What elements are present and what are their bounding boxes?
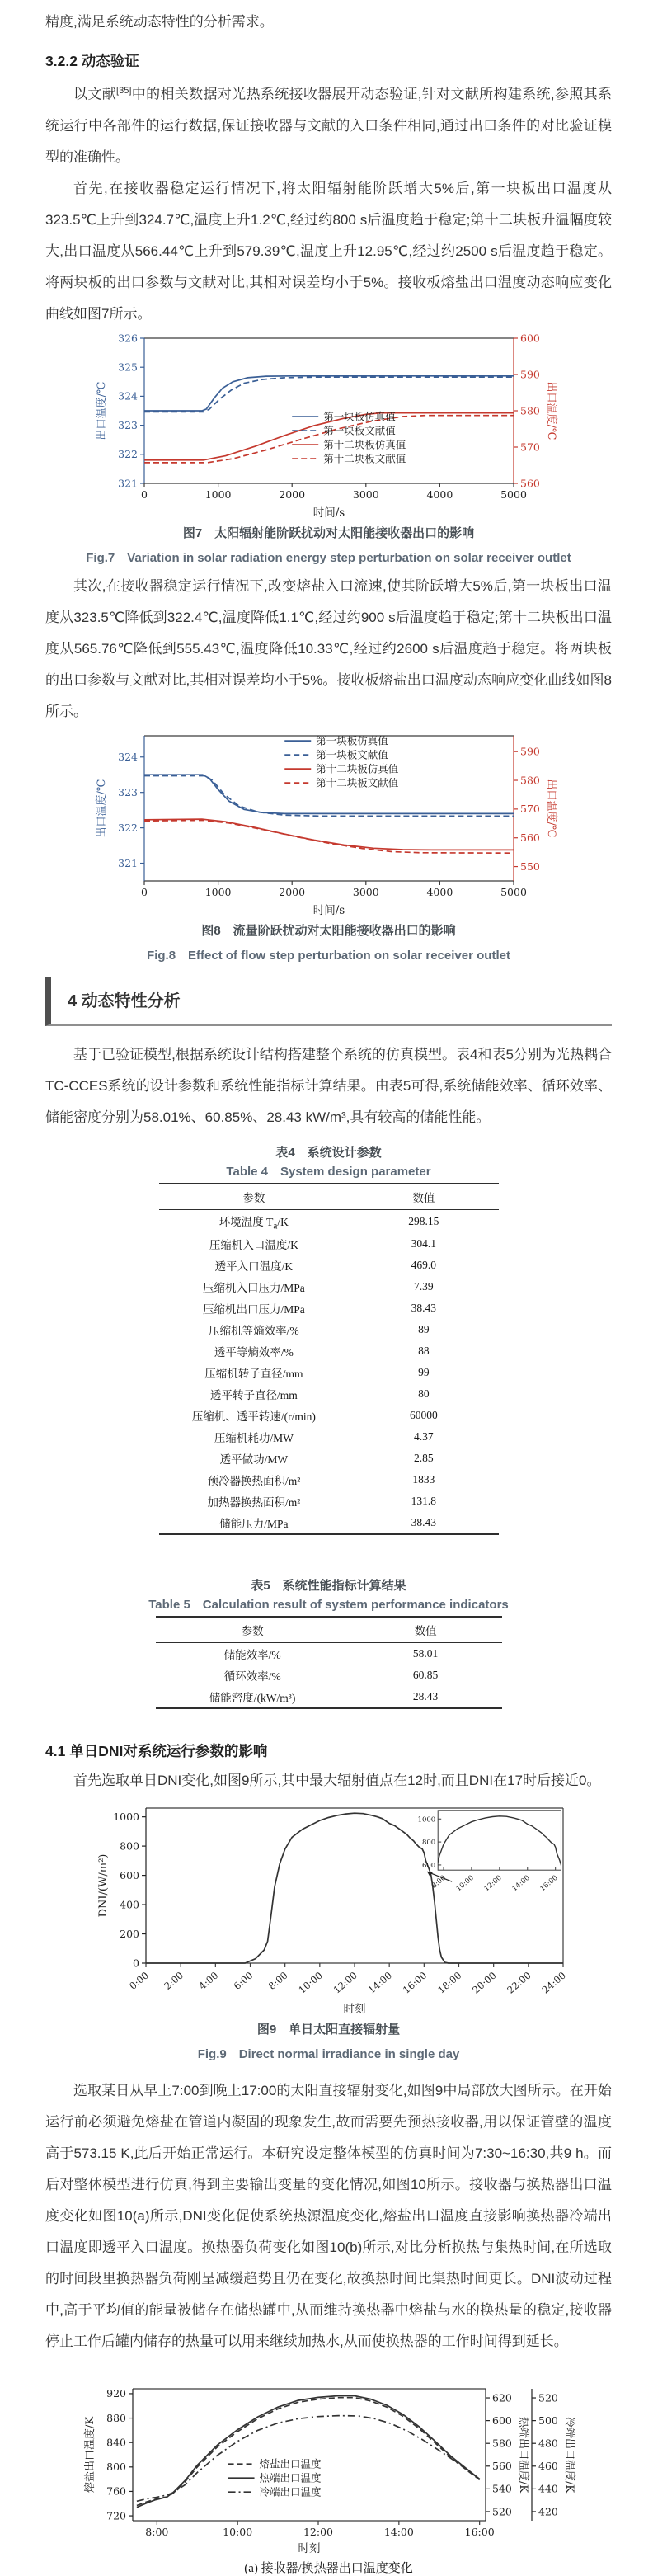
svg-text:500: 500 [538, 2414, 558, 2428]
svg-text:322: 322 [117, 821, 138, 834]
table-row [159, 1209, 499, 1233]
citation-35: [35] [116, 86, 132, 96]
figure10a-subcaption: (a) 接收器/换热器出口温度变化 [244, 2562, 413, 2576]
svg-text:22:00: 22:00 [504, 1969, 533, 1996]
svg-text:出口温度/℃: 出口温度/℃ [95, 381, 108, 440]
figure7-caption-cn: 图7 太阳辐射能阶跃扰动对太阳能接收器出口的影响 [182, 525, 475, 540]
svg-text:200: 200 [119, 1928, 139, 1941]
param-cell: 储能压力/MPa [219, 1518, 289, 1531]
svg-text:2:00: 2:00 [161, 1969, 186, 1993]
value-cell: 99 [418, 1366, 430, 1379]
svg-text:590: 590 [519, 745, 540, 758]
svg-text:第十二块板文献值: 第十二块板文献值 [315, 776, 398, 789]
svg-text:600: 600 [519, 331, 540, 344]
svg-text:600: 600 [491, 2414, 512, 2428]
svg-text:321: 321 [117, 856, 138, 869]
param-cell: 透平做功/MW [219, 1453, 289, 1467]
param-header: 参数 [156, 1617, 350, 1643]
svg-text:第一块板仿真值: 第一块板仿真值 [315, 734, 388, 747]
svg-text:24:00: 24:00 [539, 1969, 568, 1996]
svg-text:0: 0 [140, 885, 148, 898]
figure8-caption-cn: 图8 流量阶跃扰动对太阳能接收器出口的影响 [201, 923, 456, 938]
figure-7 [45, 332, 612, 566]
table-4 [159, 1183, 499, 1536]
svg-text:560: 560 [519, 831, 540, 844]
param-cell: 压缩机转子直径/mm [204, 1368, 303, 1381]
svg-text:冷端出口温度: 冷端出口温度 [259, 2486, 322, 2499]
svg-text:4000: 4000 [425, 885, 453, 898]
value-cell: 58.01 [412, 1647, 439, 1660]
svg-text:520: 520 [538, 2391, 558, 2404]
table-row [159, 1512, 499, 1534]
table-row [156, 1665, 502, 1686]
svg-text:第十二块板文献值: 第十二块板文献值 [322, 452, 406, 465]
table-row [159, 1340, 499, 1362]
svg-text:3000: 3000 [352, 487, 379, 501]
svg-text:325: 325 [117, 360, 138, 374]
value-cell: 38.43 [411, 1302, 437, 1315]
figure8-caption-en: Fig.8 Effect of flow step perturbation on solar receiver outlet [147, 948, 510, 963]
value-cell: 1833 [412, 1473, 435, 1486]
svg-text:时刻: 时刻 [343, 2003, 365, 2017]
paragraph-dni: 首先选取单日DNI变化,如图9所示,其中最大辐射值点在12时,而且DNI在17时后接近0。 [73, 1773, 601, 1789]
svg-text:4:00: 4:00 [195, 1969, 220, 1993]
value-cell: 7.39 [414, 1280, 434, 1293]
svg-text:800: 800 [106, 2461, 126, 2474]
svg-text:第一块板仿真值: 第一块板仿真值 [322, 410, 396, 423]
value-cell: 38.43 [411, 1516, 437, 1529]
validation-text-post: 中的相关数据对光热系统接收器展开动态验证,针对文献所构建系统,参照其系统运行中各部件的运行数据,保证接收器与文献的入口条件相同,通过出口条件的对比验证模型的准确性。 [45, 86, 612, 165]
svg-text:熔盐出口温度: 熔盐出口温度 [259, 2458, 322, 2471]
table4-caption-cn: 表4 系统设计参数 [275, 1145, 382, 1160]
table-4-block [45, 1143, 612, 1536]
table-row [159, 1255, 499, 1276]
svg-text:550: 550 [519, 859, 540, 873]
svg-text:580: 580 [519, 773, 540, 786]
svg-text:出口温度/℃: 出口温度/℃ [544, 779, 557, 838]
value-cell: 2.85 [414, 1452, 434, 1465]
svg-text:16:00: 16:00 [538, 1874, 560, 1894]
svg-text:第十二块板仿真值: 第十二块板仿真值 [315, 762, 398, 775]
param-cell: 储能密度/(kW/m³) [209, 1692, 296, 1705]
param-cell: 透平等熵效率/% [214, 1346, 294, 1359]
param-cell: 预冷器换热面积/m² [207, 1475, 301, 1488]
param-cell: 透平入口温度/K [214, 1260, 294, 1274]
param-cell: 压缩机入口压力/MPa [202, 1282, 305, 1295]
table-row [159, 1319, 499, 1340]
svg-text:DNI/(W/m²): DNI/(W/m²) [96, 1853, 110, 1918]
validation-text-pre: 以文献 [73, 86, 117, 102]
svg-text:580: 580 [491, 2437, 512, 2450]
value-cell: 60000 [409, 1409, 438, 1422]
figure9-caption-en: Fig.9 Direct normal irradiance in single day [197, 2047, 460, 2062]
svg-text:5000: 5000 [500, 885, 527, 898]
svg-text:1000: 1000 [204, 487, 232, 501]
svg-text:热端出口温度/K: 热端出口温度/K [516, 2417, 529, 2494]
svg-text:16:00: 16:00 [400, 1969, 429, 1996]
table-row [159, 1448, 499, 1469]
svg-text:920: 920 [106, 2387, 126, 2400]
svg-text:14:00: 14:00 [383, 2526, 414, 2539]
table-row [159, 1426, 499, 1448]
svg-text:570: 570 [519, 440, 540, 453]
paragraph-first-perturbation: 首先,在接收器稳定运行情况下,将太阳辐射能阶跃增大5%后,第一块板出口温度从323.5℃上升到324.7℃,温度上升1.2℃,经过约800 s后温度趋于稳定;第十二块板升温幅度较大,出口温度从566.44℃上升到579.39℃,温度上升12.95℃,经过约2500 s后温度趋于稳定。将两块板的出口参数与文献对比,其相对误差均小于5%。接收板熔盐出口温度动态响应变化曲线如图7所示。 [45, 180, 612, 322]
svg-text:10:00: 10:00 [454, 1874, 476, 1894]
heading-3-2-2: 3.2.2 动态验证 [45, 53, 139, 69]
svg-text:570: 570 [519, 802, 540, 815]
svg-text:第十二块板仿真值: 第十二块板仿真值 [322, 438, 406, 451]
table-header-row [156, 1617, 502, 1643]
svg-text:冷端出口温度/K: 冷端出口温度/K [562, 2417, 575, 2494]
svg-text:热端出口温度: 热端出口温度 [259, 2472, 322, 2485]
svg-text:323: 323 [117, 785, 138, 798]
svg-text:880: 880 [106, 2412, 126, 2425]
svg-text:12:00: 12:00 [331, 1969, 359, 1996]
param-cell: 压缩机等熵效率/% [209, 1325, 299, 1338]
svg-text:1000: 1000 [112, 1811, 139, 1824]
heading-4-1: 4.1 单日DNI对系统运行参数的影响 [45, 1743, 268, 1760]
table5-caption-en: Table 5 Calculation result of system performance indicators [148, 1598, 509, 1613]
svg-text:800: 800 [421, 1839, 435, 1848]
param-cell: 加热器换热面积/m² [207, 1496, 301, 1509]
svg-text:720: 720 [106, 2509, 126, 2522]
svg-text:560: 560 [519, 476, 540, 489]
svg-text:0: 0 [132, 1957, 139, 1970]
svg-text:14:00: 14:00 [365, 1969, 394, 1996]
svg-text:480: 480 [538, 2437, 558, 2450]
section-4-header: 4 动态特性分析 [45, 977, 612, 1026]
param-cell: 压缩机、透平转速/(r/min) [191, 1410, 316, 1424]
svg-text:840: 840 [106, 2436, 126, 2449]
svg-text:12:00: 12:00 [482, 1874, 504, 1894]
svg-text:324: 324 [117, 750, 138, 763]
svg-text:1000: 1000 [204, 885, 232, 898]
param-cell: 压缩机耗功/MW [214, 1432, 294, 1445]
table-row [159, 1491, 499, 1512]
table4-caption-en: Table 4 System design parameter [226, 1164, 431, 1179]
value-cell: 469.0 [411, 1259, 437, 1272]
table-row [159, 1469, 499, 1491]
value-cell: 88 [418, 1345, 430, 1358]
figure-8 [45, 729, 612, 963]
svg-text:8:00: 8:00 [265, 1969, 290, 1993]
figure9-caption-cn: 图9 单日太阳直接辐射量 [256, 2023, 401, 2037]
svg-text:322: 322 [117, 447, 138, 460]
table-row [159, 1405, 499, 1426]
table-row [156, 1686, 502, 1708]
svg-text:2000: 2000 [278, 885, 305, 898]
svg-text:14:00: 14:00 [510, 1874, 532, 1894]
svg-text:420: 420 [538, 2505, 558, 2518]
value-cell: 4.37 [414, 1430, 434, 1443]
param-cell: 储能效率/% [223, 1649, 281, 1662]
svg-text:时间/s: 时间/s [312, 506, 345, 520]
svg-text:5000: 5000 [500, 487, 527, 501]
value-cell: 28.43 [412, 1690, 439, 1703]
svg-text:1000: 1000 [417, 1815, 435, 1825]
figure9-chart [73, 1801, 585, 2018]
svg-text:4000: 4000 [425, 487, 453, 501]
paragraph-second-perturbation: 其次,在接收器稳定运行情况下,改变熔盐入口流速,使其阶跃增大5%后,第一块板出口温度从323.5℃降低到322.4℃,温度降低1.1℃,经过约900 s后温度趋于稳定;第十二块板出口温度从565.76℃降低到555.43℃,温度降低10.33℃,经过约2600 s后温度趋于稳定。将两块板的出口参数与文献对比,其相对误差均小于5%。接收板熔盐出口温度动态响应变化曲线如图8所示。 [45, 577, 612, 719]
value-cell: 304.1 [411, 1237, 437, 1250]
param-cell: 压缩机出口压力/MPa [202, 1303, 305, 1316]
svg-text:10:00: 10:00 [295, 1969, 325, 1996]
svg-text:540: 540 [491, 2483, 512, 2496]
table-row [159, 1276, 499, 1297]
svg-text:321: 321 [117, 476, 138, 489]
figure-9 [45, 1801, 612, 2062]
svg-text:580: 580 [519, 403, 540, 417]
svg-text:600: 600 [421, 1862, 435, 1871]
svg-text:12:00: 12:00 [303, 2526, 333, 2539]
svg-text:800: 800 [119, 1839, 139, 1853]
svg-text:0:00: 0:00 [126, 1969, 151, 1993]
value-cell: 298.15 [408, 1215, 439, 1227]
svg-text:出口温度/℃: 出口温度/℃ [544, 381, 557, 440]
param-cell: 透平转子直径/mm [209, 1389, 298, 1402]
param-cell: 循环效率/% [223, 1670, 281, 1684]
svg-text:460: 460 [538, 2460, 558, 2473]
value-cell: 60.85 [412, 1669, 439, 1682]
param-cell: 压缩机入口温度/K [209, 1239, 298, 1252]
table-row [159, 1233, 499, 1255]
paragraph-model: 基于已验证模型,根据系统设计结构搭建整个系统的仿真模型。表4和表5分别为光热耦合TC-CCES系统的设计参数和系统性能指标计算结果。由表5可得,系统储能效率、循环效率、储能密度分别为58.01%、60.85%、28.43 kW/m³,具有较高的储能性能。 [45, 1046, 612, 1125]
table-row [159, 1362, 499, 1383]
param-cell: 环境温度 $T_a/K$ [218, 1215, 289, 1231]
table5-caption-cn: 表5 系统性能指标计算结果 [251, 1579, 406, 1594]
svg-text:326: 326 [117, 331, 138, 344]
svg-text:8:00: 8:00 [144, 2526, 168, 2539]
value-header: 数值 [349, 1184, 498, 1210]
svg-text:0: 0 [140, 487, 148, 501]
svg-text:400: 400 [119, 1898, 139, 1911]
svg-text:熔盐出口温度/K: 熔盐出口温度/K [83, 2417, 96, 2494]
svg-text:440: 440 [538, 2483, 558, 2496]
svg-text:620: 620 [491, 2391, 512, 2404]
svg-text:8:00: 8:00 [430, 1874, 448, 1891]
svg-text:时间/s: 时间/s [312, 903, 345, 917]
svg-text:2000: 2000 [278, 487, 305, 501]
svg-text:时刻: 时刻 [298, 2542, 320, 2556]
figure7-chart [82, 332, 576, 521]
svg-text:600: 600 [119, 1869, 139, 1882]
svg-text:760: 760 [106, 2485, 126, 2498]
svg-text:16:00: 16:00 [464, 2526, 495, 2539]
paragraph-day-simulation: 选取某日从早上7:00到晚上17:00的太阳直接辐射变化,如图9中局部放大图所示。在开始运行前必须避免熔盐在管道内凝固的现象发生,故而需要先预热接收器,用以保证管壁的温度高于573.15 K,此后开始正常运行。本研究设定整体模型的仿真时间为7:30~16:30,共9 h。而后对整体模型进行仿真,得到主要输出变量的变化情况,如图10所示。接收器与换热器出口温度变化如图10(a)所示,DNI变化促使系统热源温度变化,熔盐出口温度直接影响换热器冷端出口温度即透平入口温度。换热器负荷变化如图10(b)所示,对比分析换热与集热时间,在所选取的时间段里换热器负荷刚呈减缓趋势且仍在变化,故换热时间比集热时间更长。DNI波动过程中,高于平均值的能量被储存在储热罐中,从而维持换热器中熔盐与水的换热量的稳定,接收器停止工作后罐内储存的热量可以用来继续加热水,从而使换热器的工作时间得到延长。 [45, 2083, 612, 2350]
svg-text:20:00: 20:00 [469, 1969, 499, 1996]
table-5 [156, 1616, 502, 1709]
figure8-chart [82, 729, 576, 919]
svg-text:324: 324 [117, 389, 138, 403]
svg-text:6:00: 6:00 [231, 1969, 255, 1993]
svg-text:323: 323 [117, 418, 138, 431]
param-header: 参数 [159, 1184, 350, 1210]
svg-text:520: 520 [491, 2505, 512, 2518]
value-header: 数值 [350, 1617, 502, 1643]
svg-text:出口温度/℃: 出口温度/℃ [95, 779, 108, 838]
svg-text:10:00: 10:00 [222, 2526, 252, 2539]
table-row [156, 1643, 502, 1665]
value-cell: 80 [418, 1387, 430, 1401]
paragraph-intro: 精度,满足系统动态特性的分析需求。 [45, 14, 274, 30]
svg-text:第一块板文献值: 第一块板文献值 [315, 748, 388, 761]
svg-text:590: 590 [519, 367, 540, 380]
figure7-caption-en: Fig.7 Variation in solar radiation energy step perturbation on solar receiver outlet [86, 550, 571, 565]
svg-text:560: 560 [491, 2460, 512, 2473]
figure-10a [45, 2382, 612, 2576]
svg-text:18:00: 18:00 [435, 1969, 463, 1996]
value-cell: 89 [418, 1323, 430, 1336]
figure10a-chart [57, 2382, 601, 2557]
table-header-row [159, 1184, 499, 1210]
table-row [159, 1297, 499, 1319]
table-5-block [45, 1576, 612, 1709]
value-cell: 131.8 [411, 1495, 437, 1508]
table-row [159, 1383, 499, 1405]
paragraph-validation [45, 75, 612, 173]
svg-text:第一块板文献值: 第一块板文献值 [322, 424, 396, 437]
svg-text:3000: 3000 [352, 885, 379, 898]
